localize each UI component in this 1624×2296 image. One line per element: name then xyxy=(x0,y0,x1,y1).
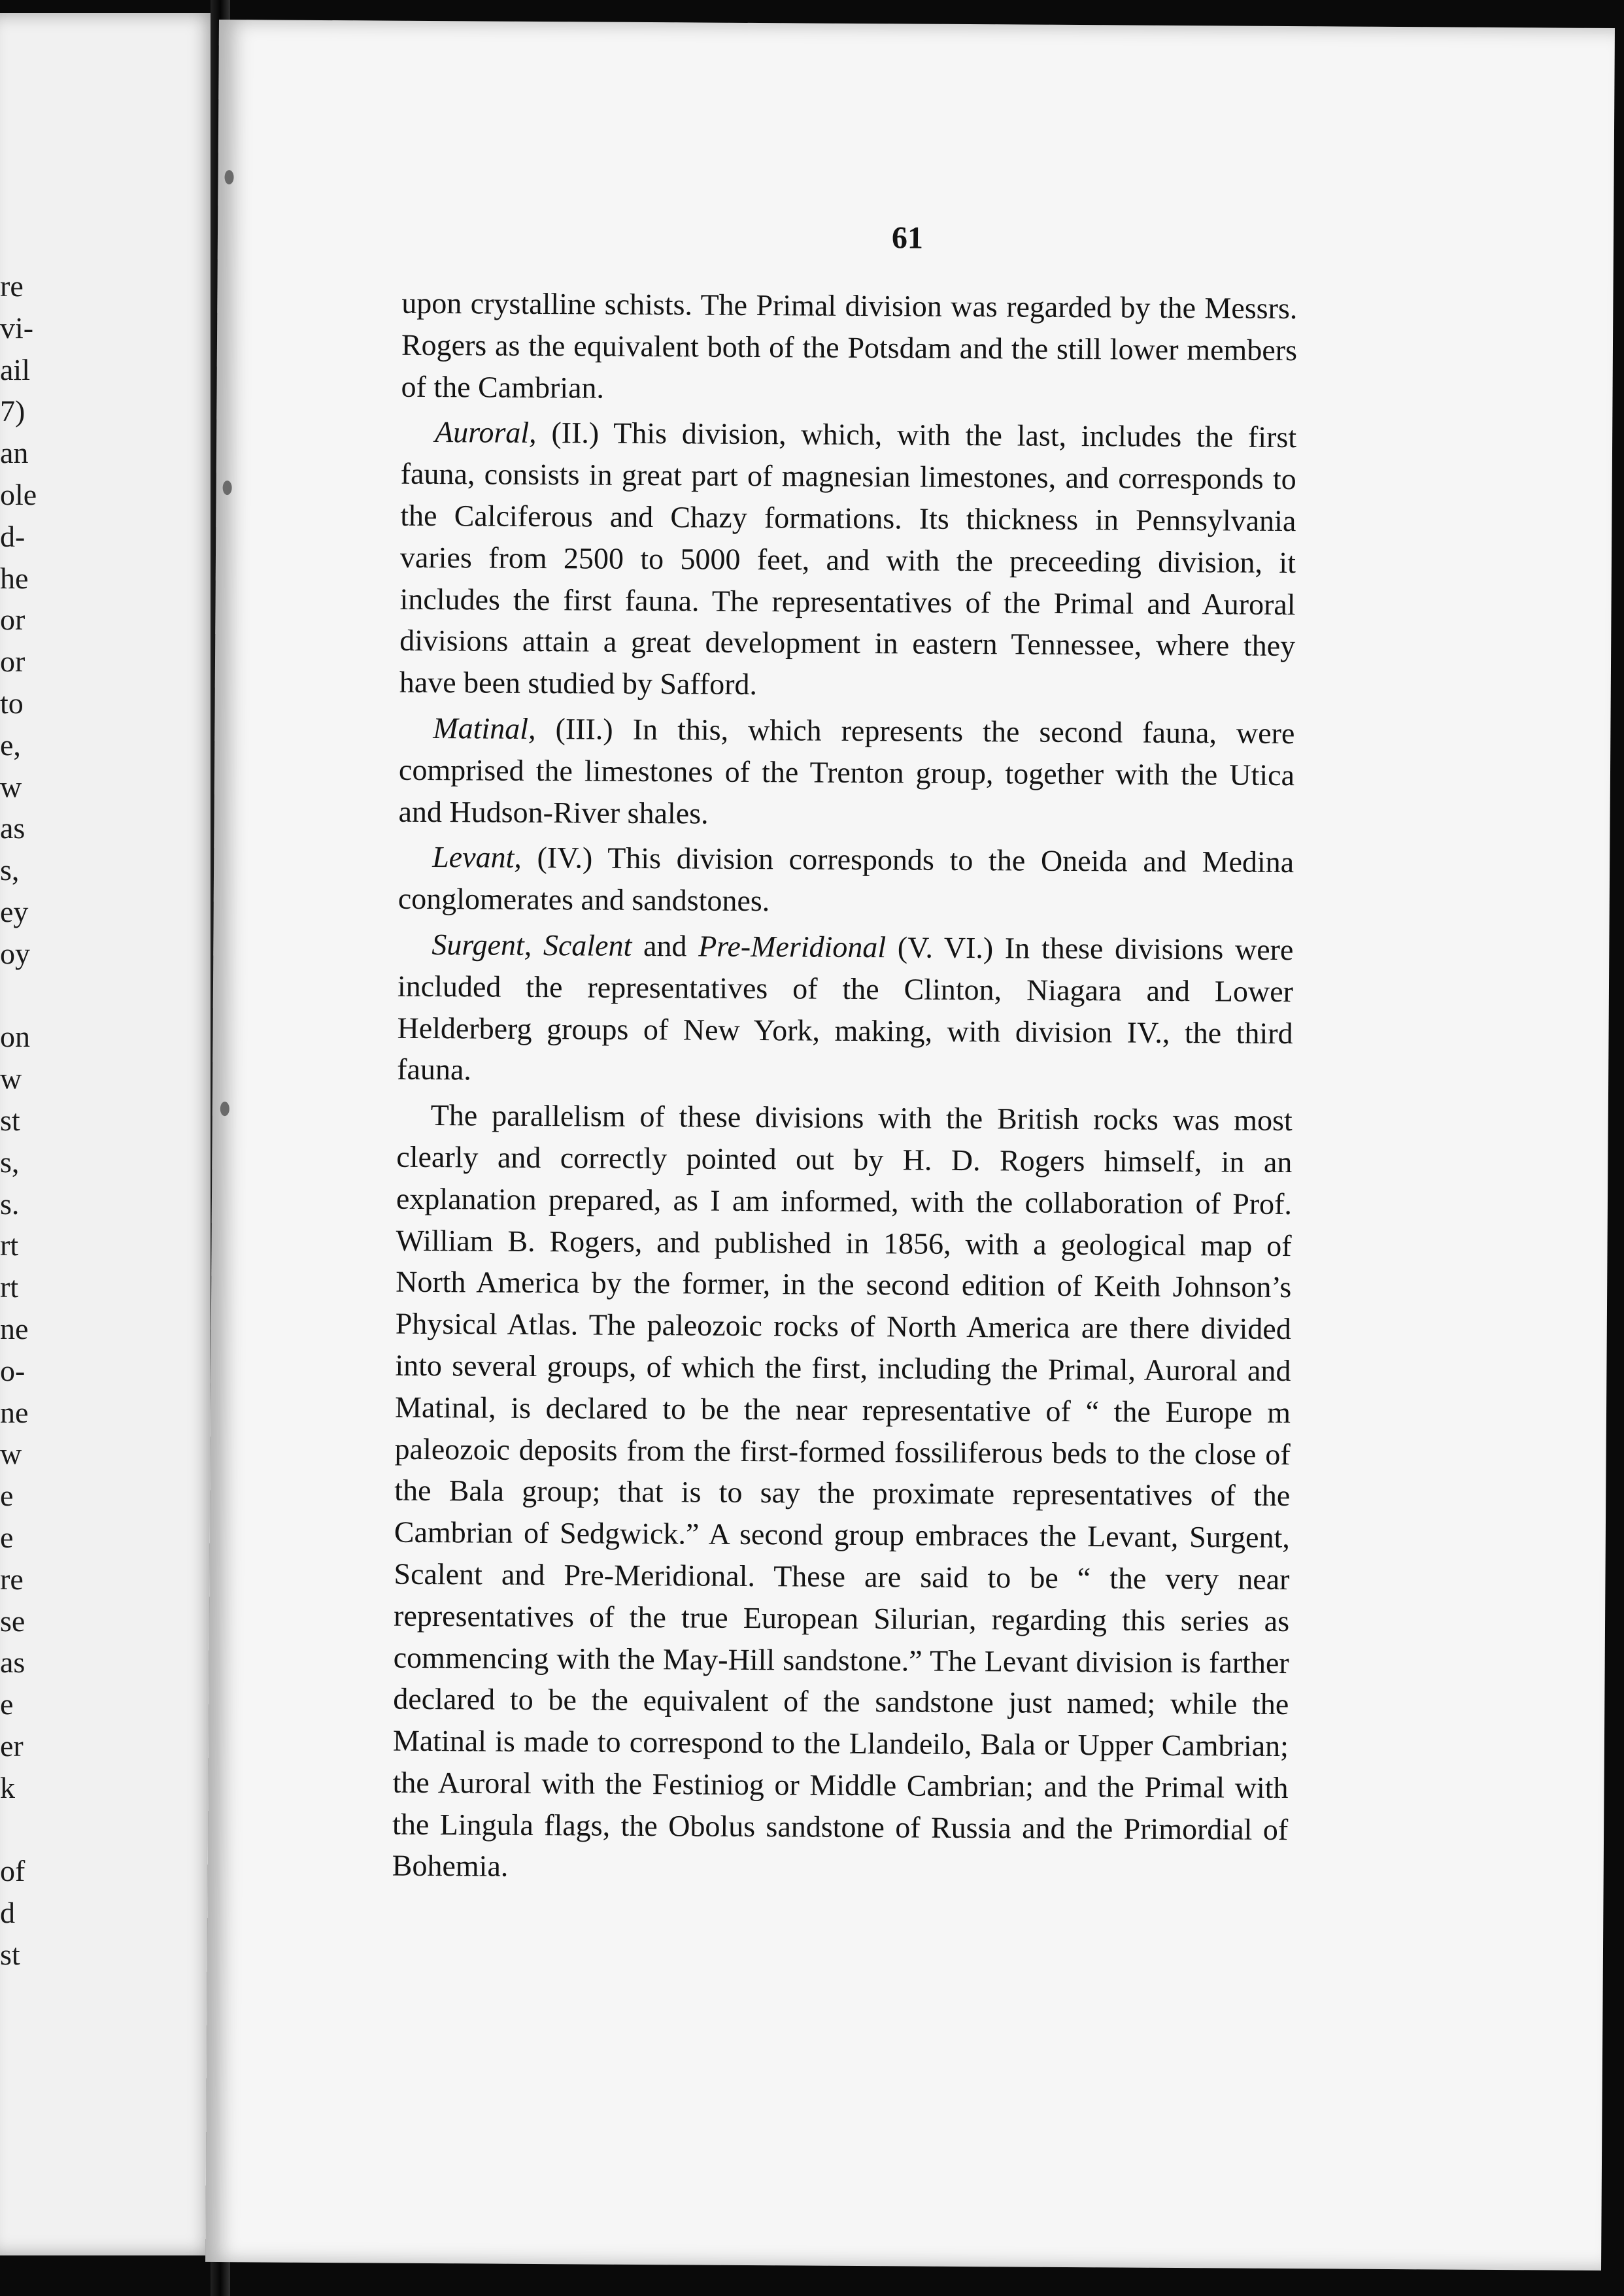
left-page-fragment: k xyxy=(0,1770,15,1804)
left-page-fragment: re xyxy=(0,1562,24,1596)
left-page-fragment: on xyxy=(0,1020,30,1054)
paragraph-text: (III.) In this, which represents the second fauna, were comprised the limestones of the Trenton group, together with the Utica and Hudson-River shales. xyxy=(398,711,1295,830)
body-text xyxy=(392,282,1298,1893)
left-page-fragment: as xyxy=(0,1646,25,1680)
left-page-fragment: e xyxy=(0,1479,14,1513)
division-name: Matinal, xyxy=(433,711,536,745)
left-page-fragment: ne xyxy=(0,1395,29,1429)
left-page-fragment: vi- xyxy=(0,311,34,345)
paragraph-intro xyxy=(401,282,1297,413)
left-page-fragment: re xyxy=(0,269,24,303)
left-page-fragment: as xyxy=(0,811,25,845)
left-page-fragment: he xyxy=(0,561,29,595)
left-page-fragment: w xyxy=(0,1437,22,1471)
division-name: Pre-Meridional xyxy=(698,929,887,964)
division-name: Levant, xyxy=(432,840,522,875)
paragraph-levant xyxy=(398,836,1294,925)
left-page-fragment: to xyxy=(0,686,24,720)
book-page xyxy=(205,20,1615,2271)
left-page-fragment: st xyxy=(0,1938,20,1971)
binding-stitch xyxy=(224,170,233,184)
left-page-fragment: s. xyxy=(0,1187,20,1221)
left-page-fragment: of xyxy=(0,1854,25,1888)
left-page-fragment: se xyxy=(0,1604,25,1638)
paragraph-text: (II.) This division, which, with the last, includes the first fauna, consists in great part of magnesian limestones, and corresponds to the Calciferous and Chazy formations. Its thickness in Pennsylvania varies from 2500 to 5000 feet, and with the preceeding division, it includes the first fauna. The representatives of the Primal and Auroral divisions attain a great development in eastern Tennessee, where they have been studied by Safford. xyxy=(399,416,1297,701)
left-page-fragment: an xyxy=(0,436,29,470)
left-page-fragment: o- xyxy=(0,1353,25,1387)
left-page-fragment: ole xyxy=(0,478,37,511)
paragraph-text: The parallelism of these divisions with the British rocks was most clearly and correctly pointed out by H. D. Rogers himself, in an explanation prepared, as I am informed, with the collaboration of Prof. William B. Rogers, and published in 1856, with a geological map of North America by the former, in the second edition of Keith Johnson’s Physical Atlas. The paleozoic rocks of North America are there divided into several groups, of which the first, including the Primal, Auroral and Matinal, is declared to be the near representative of “ the Europe m paleozoic deposits from the first-formed fossiliferous beds to the close of the Bala group; that is to say the proximate representatives of the Cambrian of Sedgwick.” A second group embraces the Levant, Surgent, Scalent and Pre-Meridional. These are said to be “ the very near representatives of the true European Silurian, regarding this series as commencing with the May-Hill sandstone.” The Levant division is farther declared to be the equivalent of the sandstone just named; while the Matinal is made to correspond to the Llandeilo, Bala or Upper Cambrian; the Auroral with the Festiniog or Middle Cambrian; and the Primal with the Lingula flags, the Obolus sandstone of Russia and the Primordial of Bohemia. xyxy=(392,1098,1293,1883)
left-page-fragment: s, xyxy=(0,1145,20,1179)
paragraph-text: (V. VI.) In these divisions were included the representatives of the Clinton, Niagara and Lower Helderberg groups of New York, making, with division IV., the third fauna. xyxy=(397,930,1294,1087)
paragraph-text: (IV.) This division corresponds to the Oneida and Medina conglomerates and sandstones. xyxy=(398,841,1294,918)
left-page-fragment: ail xyxy=(0,352,30,386)
left-page-fragment: rt xyxy=(0,1228,19,1262)
paragraph-parallelism xyxy=(392,1094,1293,1892)
left-page-fragment: w xyxy=(0,769,22,803)
binding-stitch xyxy=(223,481,232,495)
left-page-fragment: d xyxy=(0,1896,15,1930)
left-page-fragment: w xyxy=(0,1062,22,1096)
left-page-fragment: er xyxy=(0,1729,24,1763)
left-page-fragment: e xyxy=(0,1521,14,1554)
left-page-fragment: st xyxy=(0,1104,20,1137)
binding-stitch xyxy=(220,1102,229,1116)
left-page-fragment: ne xyxy=(0,1312,29,1345)
left-page-fragment: ey xyxy=(0,895,29,928)
paragraph-text: upon crystalline schists. The Primal division was regarded by the Messrs. Rogers as the equivalent both of the Potsdam and the still lower members of the Cambrian. xyxy=(401,286,1298,405)
left-page-fragment: 7) xyxy=(0,394,25,428)
left-page-fragment: e, xyxy=(0,728,21,762)
left-page-edge xyxy=(0,13,219,2255)
connector-text: and xyxy=(632,928,699,963)
left-page-fragment: oy xyxy=(0,936,30,970)
left-page-fragment: or xyxy=(0,645,25,679)
paragraph-matinal xyxy=(398,707,1294,838)
left-page-fragment: rt xyxy=(0,1270,19,1304)
left-page-fragment: d- xyxy=(0,519,25,553)
division-name: Auroral, xyxy=(434,415,537,450)
left-page-fragment: e xyxy=(0,1687,14,1721)
paragraph-auroral xyxy=(399,411,1297,709)
page-number: 61 xyxy=(891,220,924,256)
left-page-fragment: s, xyxy=(0,853,20,887)
paragraph-surgent xyxy=(397,924,1294,1096)
left-page-fragment: or xyxy=(0,603,25,637)
division-name: Surgent, Scalent xyxy=(431,927,632,962)
